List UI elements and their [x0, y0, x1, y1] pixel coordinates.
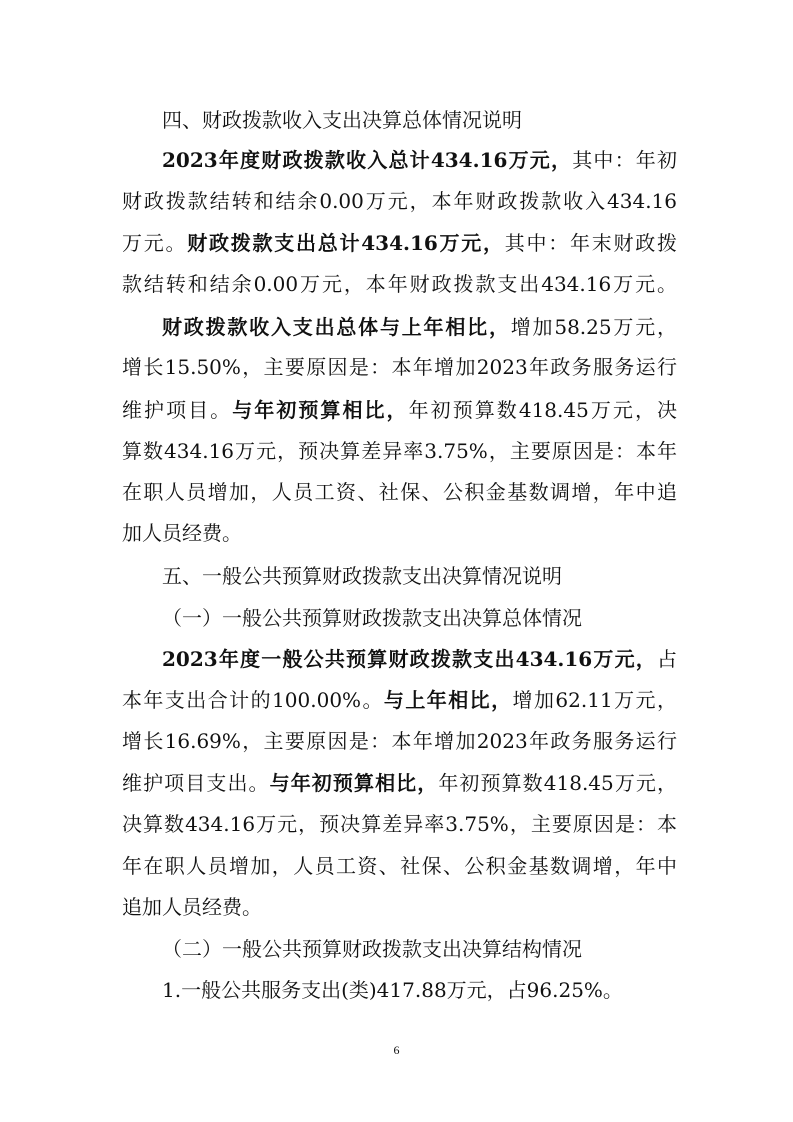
paragraph-line — [162, 649, 677, 669]
bold-text: 2023年度一般公共预算财政拨款支出434.16万元， — [162, 647, 657, 671]
paragraph-line — [122, 690, 677, 710]
bold-text: 与上年相比， — [383, 688, 513, 712]
text: 占 — [657, 647, 677, 671]
text: 增加62.11万元， — [512, 688, 677, 712]
paragraph-line: 在职人员增加，人员工资、社保、公积金基数调增，年中追 — [122, 480, 677, 504]
paragraph-line: 增长16.69%，主要原因是：本年增加2023年政务服务运行 — [122, 729, 677, 753]
paragraph-line: 追加人员经费。 — [122, 895, 262, 919]
paragraph-line: 款结转和结余0.00万元，本年财政拨款支出434.16万元。 — [122, 272, 677, 296]
paragraph-line — [162, 150, 677, 170]
paragraph-line — [122, 773, 677, 793]
paragraph-line: 加人员经费。 — [122, 521, 242, 545]
text: 增加58.25万元， — [510, 315, 677, 339]
subsection-1-heading: （一）一般公共预算财政拨款支出决算总体情况 — [162, 606, 582, 630]
bold-text: 财政拨款收入支出总体与上年相比， — [162, 315, 511, 339]
paragraph-line: 年在职人员增加，人员工资、社保、公积金基数调增，年中 — [122, 854, 677, 878]
bold-text: 与年初预算相比， — [232, 398, 409, 422]
paragraph-line: 决算数434.16万元，预决算差异率3.75%，主要原因是：本 — [122, 812, 677, 836]
text: 本年支出合计的100.00%。 — [122, 688, 384, 712]
text: 年初预算数418.45万元，决 — [408, 398, 678, 422]
paragraph-line — [122, 400, 677, 420]
list-item: 1.一般公共服务支出(类)417.88万元，占96.25%。 — [162, 978, 623, 1002]
text: 维护项目。 — [122, 398, 233, 422]
paragraph-line: 财政拨款结转和结余0.00万元，本年财政拨款收入434.16 — [122, 189, 677, 213]
text: 万元。 — [122, 231, 188, 255]
section-5-heading: 五、一般公共预算财政拨款支出决算情况说明 — [162, 564, 562, 588]
subsection-2-heading: （二）一般公共预算财政拨款支出决算结构情况 — [162, 937, 582, 961]
bold-text: 与年初预算相比， — [269, 771, 439, 795]
paragraph-line — [162, 317, 677, 337]
text: 年初预算数418.45万元， — [438, 771, 678, 795]
page-number: 6 — [393, 1043, 400, 1057]
text: 其中：年初 — [572, 148, 677, 172]
text: 其中：年末财政拨 — [504, 231, 678, 255]
paragraph-line: 算数434.16万元，预决算差异率3.75%，主要原因是：本年 — [122, 439, 677, 463]
section-4-heading: 四、财政拨款收入支出决算总体情况说明 — [162, 108, 522, 132]
paragraph-line — [122, 233, 677, 253]
paragraph-line: 增长15.50%，主要原因是：本年增加2023年政务服务运行 — [122, 355, 677, 379]
bold-text: 2023年度财政拨款收入总计434.16万元， — [162, 148, 573, 172]
bold-text: 财政拨款支出总计434.16万元， — [187, 231, 505, 255]
text: 维护项目支出。 — [122, 771, 270, 795]
